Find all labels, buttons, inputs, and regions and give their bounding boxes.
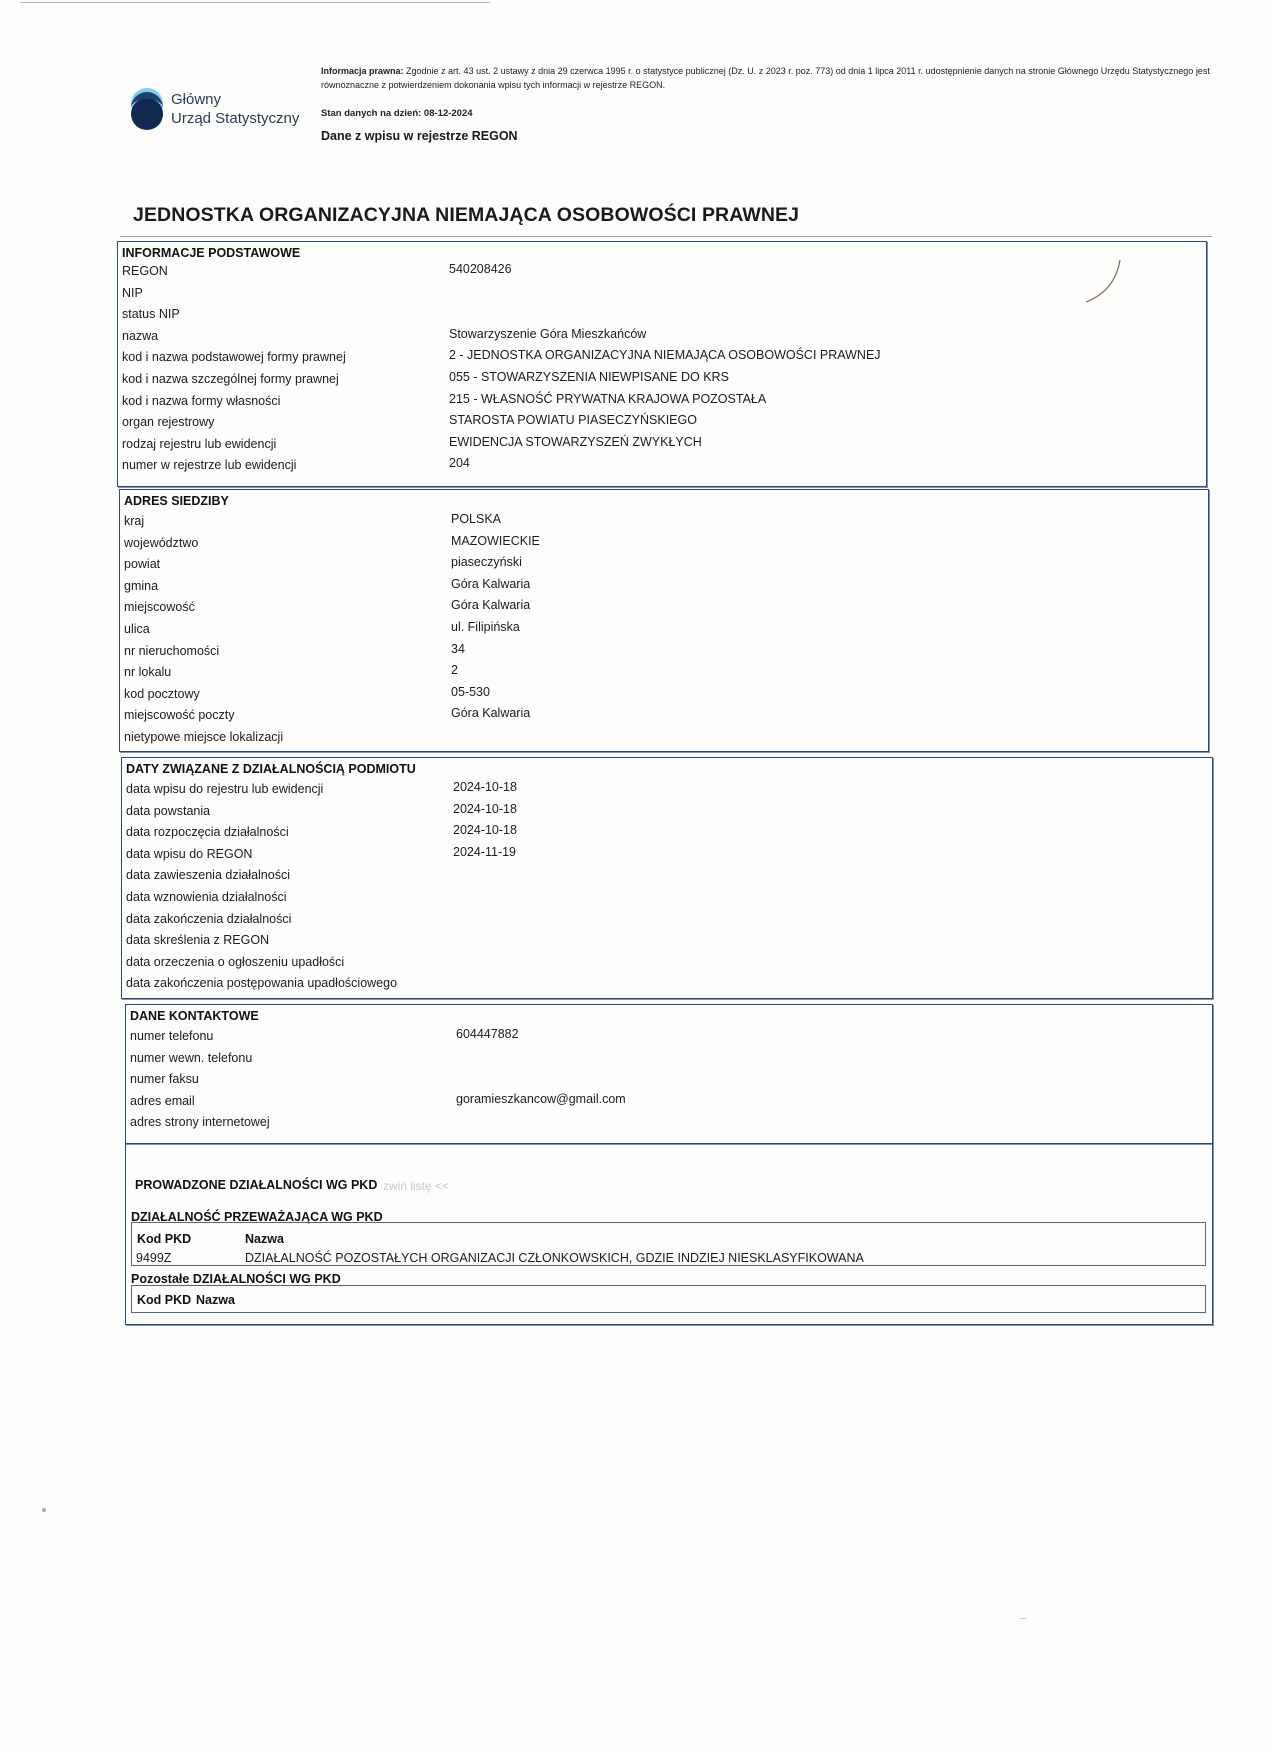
field-row (122, 802, 1212, 823)
field-label: data rozpoczęcia działalności (126, 825, 289, 840)
field-label: REGON (122, 264, 168, 278)
pkd-main-title: DZIAŁALNOŚĆ PRZEWAŻAJĄCA WG PKD (131, 1210, 383, 1224)
legal-notice (321, 64, 1221, 92)
field-label: data wznowienia działalności (126, 890, 287, 904)
section-basic-info (117, 241, 1207, 487)
field-label: kod pocztowy (124, 686, 200, 701)
field-label: numer telefonu (130, 1029, 214, 1043)
field-row (118, 392, 1206, 413)
field-label: data zakończenia postępowania upadłościowego (126, 976, 398, 991)
field-label: ulica (124, 622, 150, 636)
legal-notice-text: Zgodnie z art. 43 ust. 2 ustawy z dnia 29 czerwca 1995 r. o statystyce publicznej (Dz. U. z 2023 r. poz. 773) od dnia 1 lipca 2011 r. udostępnienie danych na stronie Głównego Urzędu Statystycznego jest równoznaczne z potwierdzeniem dokonania wpisu tych informacji w rejestrze REGON. (321, 66, 1210, 90)
field-label: województwo (124, 535, 199, 550)
field-label: data skreślenia z REGON (126, 933, 270, 948)
field-label: miejscowość (124, 600, 195, 615)
field-value: goramieszkancow@gmail.com (456, 1091, 626, 1106)
field-value: 2 (451, 663, 458, 678)
field-label: nr lokalu (124, 665, 172, 680)
field-row (120, 663, 1208, 684)
field-label: nietypowe miejsce lokalizacji (124, 730, 284, 744)
pkd-col-name-header: Nazwa (245, 1232, 284, 1246)
field-label: kraj (124, 514, 145, 528)
pen-mark-icon (1080, 258, 1126, 308)
page-title: JEDNOSTKA ORGANIZACYJNA NIEMAJĄCA OSOBOWOŚCI PRAWNEJ (133, 204, 800, 226)
field-value: 34 (451, 641, 465, 656)
regon-subtitle: Dane z wpisu w rejestrze REGON (321, 129, 518, 143)
gus-logo-icon (127, 84, 167, 136)
logo-text-line2: Urząd Statystyczny (171, 110, 300, 127)
legal-notice-label: Informacja prawna: (321, 66, 404, 76)
field-label: powiat (124, 557, 161, 572)
field-label: nazwa (122, 328, 159, 343)
pkd-main-table (131, 1222, 1206, 1266)
field-row (118, 327, 1206, 348)
field-row (120, 555, 1208, 576)
section-dates (121, 757, 1213, 999)
field-value: Góra Kalwaria (451, 576, 531, 591)
field-label: nr nieruchomości (124, 643, 220, 658)
pkd-other-title: Pozostałe DZIAŁALNOŚCI WG PKD (131, 1272, 341, 1286)
field-row (120, 577, 1208, 598)
field-value: 2024-11-19 (453, 844, 517, 859)
field-value: 540208426 (449, 262, 512, 276)
field-row (120, 620, 1208, 641)
field-row (126, 1049, 1212, 1070)
field-label: organ rejestrowy (122, 415, 215, 430)
gus-logo (127, 84, 307, 140)
field-label: miejscowość poczty (124, 708, 235, 723)
section-title: ADRES SIEDZIBY (124, 494, 229, 508)
field-label: status NIP (122, 307, 180, 322)
field-row (122, 931, 1212, 952)
pkd-main-code: 9499Z (136, 1251, 172, 1265)
field-value: Stowarzyszenie Góra Mieszkańców (449, 326, 647, 341)
field-row (126, 1070, 1212, 1091)
field-value: EWIDENCJA STOWARZYSZEŃ ZWYKŁYCH (449, 434, 702, 449)
field-row (122, 845, 1212, 866)
pkd-other-col-name-header: Nazwa (196, 1293, 235, 1307)
field-value: ul. Filipińska (451, 620, 520, 634)
pkd-section-title: PROWADZONE DZIAŁALNOŚCI WG PKD (135, 1178, 378, 1192)
section-pkd (125, 1143, 1213, 1325)
scan-edge-line (20, 2, 490, 3)
pkd-main-name: DZIAŁALNOŚĆ POZOSTAŁYCH ORGANIZACJI CZŁONKOWSKICH, GDZIE INDZIEJ NIESKLASYFIKOWANA (245, 1251, 864, 1265)
field-label: NIP (122, 285, 143, 300)
field-row (120, 642, 1208, 663)
collapse-list-link[interactable]: zwiń listę << (383, 1179, 450, 1193)
field-label: adres email (130, 1093, 195, 1108)
field-row (120, 512, 1208, 533)
field-value: 204 (449, 456, 470, 471)
field-value: 05-530 (451, 684, 490, 699)
field-row (122, 974, 1212, 995)
field-value: 2 - JEDNOSTKA ORGANIZACYJNA NIEMAJĄCA OSOBOWOŚCI PRAWNEJ (449, 348, 881, 363)
field-row (122, 910, 1212, 931)
field-label: numer faksu (130, 1072, 199, 1087)
field-row (122, 823, 1212, 844)
title-divider (120, 236, 1212, 237)
field-label: data orzeczenia o ogłoszeniu upadłości (126, 954, 345, 969)
section-contact (125, 1004, 1213, 1144)
field-label: data zakończenia działalności (126, 911, 292, 926)
data-state-date: Stan danych na dzień: 08-12-2024 (321, 108, 473, 119)
section-title: DANE KONTAKTOWE (130, 1009, 259, 1023)
scan-speck (1020, 1618, 1026, 1619)
field-row (126, 1113, 1212, 1134)
field-row (118, 370, 1206, 391)
field-row (118, 305, 1206, 326)
field-label: numer w rejestrze lub ewidencji (122, 458, 297, 473)
field-label: data powstania (126, 803, 211, 818)
field-row (120, 706, 1208, 727)
logo-text-line1: Główny (171, 91, 222, 108)
field-row (126, 1092, 1212, 1113)
field-value: MAZOWIECKIE (451, 533, 540, 548)
scan-speck (42, 1508, 46, 1512)
field-row (122, 888, 1212, 909)
field-row (118, 284, 1206, 305)
field-label: kod i nazwa podstawowej formy prawnej (122, 350, 346, 365)
field-label: kod i nazwa szczególnej formy prawnej (122, 372, 339, 386)
pkd-other-col-code-header: Kod PKD (137, 1293, 192, 1307)
pkd-col-code-header: Kod PKD (137, 1232, 192, 1246)
section-address (119, 489, 1209, 752)
field-label: kod i nazwa formy własności (122, 393, 281, 408)
field-row (118, 348, 1206, 369)
field-row (118, 262, 1206, 283)
field-label: gmina (124, 578, 159, 593)
field-row (120, 685, 1208, 706)
field-row (118, 413, 1206, 434)
field-label: rodzaj rejestru lub ewidencji (122, 436, 277, 451)
field-value: Góra Kalwaria (451, 706, 531, 721)
field-value: POLSKA (451, 512, 502, 526)
field-label: data wpisu do REGON (126, 846, 253, 861)
pkd-other-table (131, 1285, 1206, 1313)
field-value: 2024-10-18 (453, 780, 517, 794)
field-row (120, 534, 1208, 555)
field-row (118, 456, 1206, 477)
field-value: 215 - WŁASNOŚĆ PRYWATNA KRAJOWA POZOSTAŁA (449, 391, 767, 406)
field-row (126, 1027, 1212, 1048)
field-row (122, 780, 1212, 801)
field-label: numer wewn. telefonu (130, 1050, 253, 1065)
field-row (122, 953, 1212, 974)
field-value: piaseczyński (451, 555, 522, 570)
field-label: data wpisu do rejestru lub ewidencji (126, 782, 324, 796)
field-row (120, 728, 1208, 749)
section-title: INFORMACJE PODSTAWOWE (122, 246, 301, 260)
field-row (122, 866, 1212, 887)
field-value: 055 - STOWARZYSZENIA NIEWPISANE DO KRS (449, 370, 729, 384)
field-value: 2024-10-18 (453, 823, 517, 838)
field-label: adres strony internetowej (130, 1115, 270, 1130)
field-value: 2024-10-18 (453, 801, 517, 816)
field-row (120, 598, 1208, 619)
section-title: DATY ZWIĄZANE Z DZIAŁALNOŚCIĄ PODMIOTU (126, 762, 416, 776)
field-value: Góra Kalwaria (451, 598, 531, 613)
field-label: data zawieszenia działalności (126, 868, 290, 883)
field-row (118, 435, 1206, 456)
field-value: 604447882 (456, 1027, 519, 1041)
field-value: STAROSTA POWIATU PIASECZYŃSKIEGO (449, 413, 697, 428)
